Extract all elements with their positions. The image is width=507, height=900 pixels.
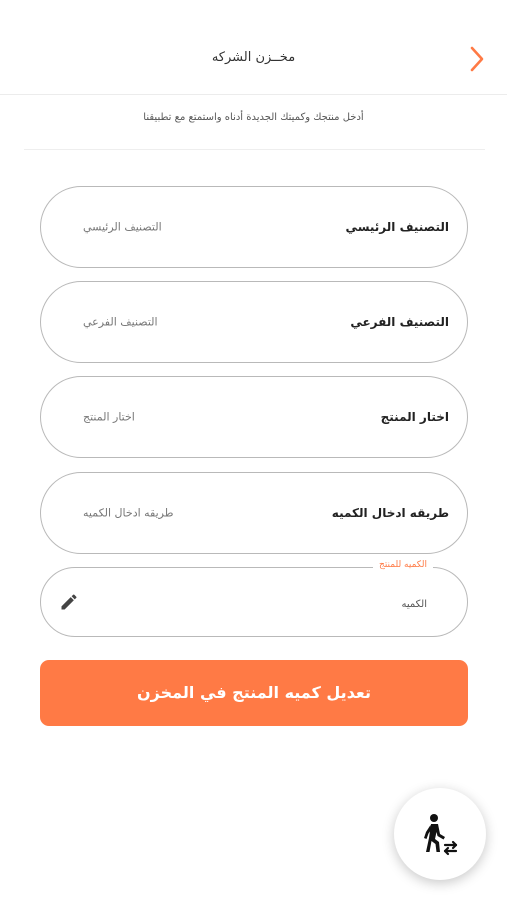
sub-category-select[interactable]	[40, 281, 468, 363]
quantity-method-select[interactable]	[40, 472, 468, 554]
quantity-input[interactable]	[127, 599, 427, 610]
divider	[24, 149, 485, 150]
main-category-label: التصنيف الرئيسي	[345, 220, 449, 234]
person-transfer-icon	[418, 812, 462, 856]
page-title: مخــزن الشركه	[211, 50, 296, 65]
product-label: اختار المنتج	[380, 410, 449, 424]
pencil-icon[interactable]	[59, 592, 79, 612]
main-category-select[interactable]	[40, 186, 468, 268]
main-category-value: التصنيف الرئيسي	[83, 220, 162, 234]
update-quantity-button[interactable]: تعديل كميه المنتج في المخزن	[40, 660, 468, 726]
quantity-method-label: طريقه ادخال الكميه	[331, 506, 449, 520]
back-button[interactable]	[465, 45, 489, 73]
sub-category-label: التصنيف الفرعي	[350, 315, 449, 329]
transfer-fab-button[interactable]	[394, 788, 486, 880]
product-value: اختار المنتج	[83, 410, 135, 424]
sub-category-value: التصنيف الفرعي	[83, 315, 158, 329]
product-select[interactable]	[40, 376, 468, 458]
quantity-method-value: طريقه ادخال الكميه	[83, 506, 174, 520]
chevron-right-icon	[465, 45, 489, 73]
quantity-field-legend: الكميه للمنتج	[373, 560, 433, 570]
app-header	[0, 0, 507, 95]
page-subtitle: أدخل منتجك وكميتك الجديدة أدناه واستمتع مع تطبيقنا	[143, 112, 364, 123]
quantity-field	[40, 560, 468, 637]
